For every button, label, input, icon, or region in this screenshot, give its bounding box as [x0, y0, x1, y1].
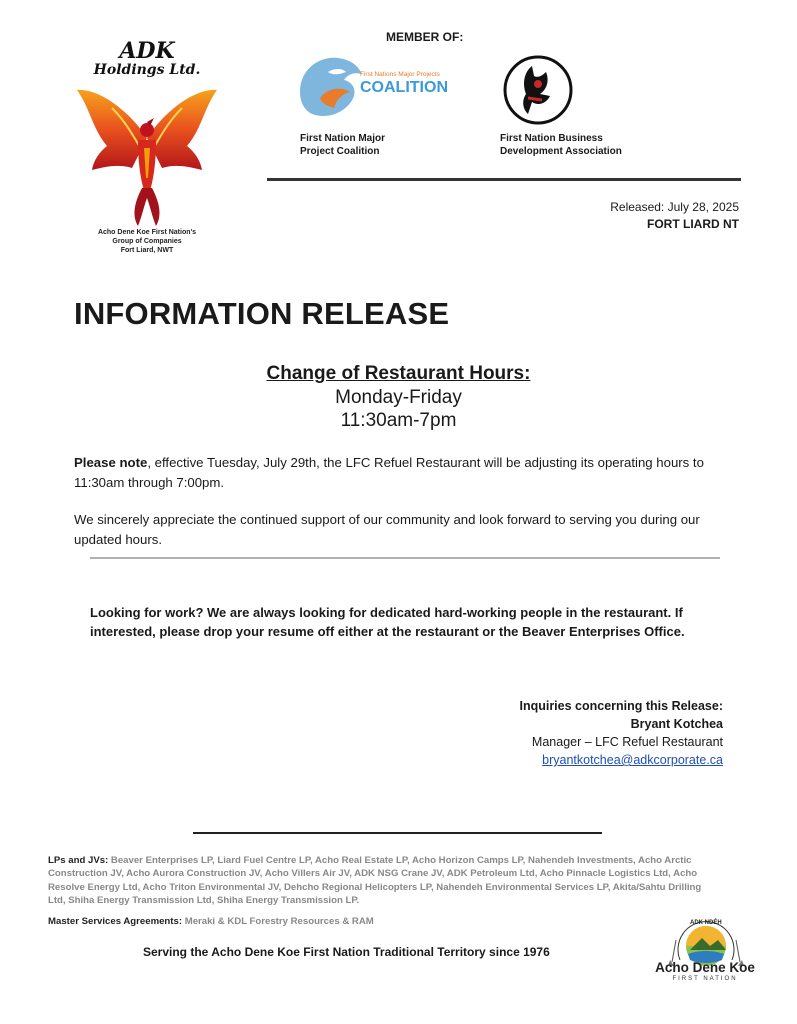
contact-email-link[interactable]: bryantkotchea@adkcorporate.ca: [542, 753, 723, 767]
logo-subtitle: Holdings Ltd.: [93, 62, 201, 78]
page-title: INFORMATION RELEASE: [74, 296, 450, 331]
logo-caption-line-3: Fort Liard, NWT: [120, 247, 174, 254]
notice-lead: Please note: [74, 455, 148, 470]
first-nation-wordmark: FIRST NATION: [672, 976, 738, 982]
hiring-paragraph: Looking for work? We are always looking for dedicated hard-working people in the restaurant. If interested, please drop your resume off either at the restaurant or the Beaver Enterprises Office.: [90, 605, 685, 639]
release-location: FORT LIARD NT: [647, 217, 739, 231]
adk-holdings-logo: [62, 36, 232, 266]
lps-jvs-label: LPs and JVs:: [48, 855, 109, 866]
business-association-name: [500, 132, 622, 158]
business-association-logo: [502, 54, 574, 126]
notice-hours: 11:30am-7pm: [340, 410, 457, 431]
lps-jvs-list: [48, 854, 708, 908]
coalition-badge-small-text: First Nations Major Projects: [360, 71, 440, 78]
coalition-name-line-2: Project Coalition: [300, 146, 380, 157]
msa-line: [48, 916, 374, 927]
coalition-logo: [298, 52, 448, 124]
header-divider: [267, 178, 741, 181]
notice-text: , effective Tuesday, July 29th, the LFC Refuel Restaurant will be adjusting its operating hours to 11:30am through 7:00pm.: [74, 455, 704, 490]
logo-title: ADK: [119, 38, 175, 64]
acho-dene-koe-wordmark: Acho Dene Koe: [655, 960, 755, 975]
contact-name: Bryant Kotchea: [630, 717, 723, 731]
coalition-badge-text: COALITION: [360, 79, 448, 96]
logo-caption-line-1: Acho Dene Koe First Nation's: [97, 229, 197, 236]
notice-days: Monday-Friday: [335, 387, 462, 408]
inquiries-title: Inquiries concerning this Release:: [519, 699, 723, 713]
coalition-name-line-1: First Nation Major: [300, 133, 386, 144]
member-of-label: MEMBER OF:: [386, 30, 464, 44]
footer-divider: [193, 832, 602, 834]
contact-role: Manager – LFC Refuel Restaurant: [531, 735, 723, 749]
serving-statement: Serving the Acho Dene Koe First Nation Traditional Territory since 1976: [143, 945, 550, 959]
logo-caption-line-2: Group of Companies: [112, 238, 182, 245]
lps-jvs-text: Beaver Enterprises LP, Liard Fuel Centre LP, Acho Real Estate LP, Acho Horizon Camps LP, Nahendeh Investments, Acho Arctic Construction JV, Acho Aurora Construction JV, Acho Villers Air JV, ADK NSG Crane JV, ADK Petroleum Ltd, Acho Pinnacle Logistics Ltd, Acho Resolve Energy Ltd, Acho Triton Environmental JV, Dehcho Regional Helicopters LP, Nahendeh Environmental Services LP, Akita/Sahtu Drilling Ltd, Shiha Energy Transmission Ltd, Shiha Energy Transmission LP.: [48, 855, 702, 907]
business-name-line-1: First Nation Business: [500, 133, 603, 144]
phoenix-icon: [72, 78, 222, 228]
appreciation-paragraph: We sincerely appreciate the continued support of our community and look forward to serving you during our updated hours.: [74, 512, 700, 547]
notice-title: Change of Restaurant Hours:: [266, 363, 531, 384]
section-divider: [90, 557, 720, 559]
business-name-line-2: Development Association: [500, 146, 622, 157]
msa-text: Meraki & KDL Forestry Resources & RAM: [182, 916, 374, 927]
release-date: Released: July 28, 2025: [610, 200, 739, 214]
acho-arc-text: ADK NDÉH: [690, 920, 722, 926]
msa-label: Master Services Agreements:: [48, 916, 183, 927]
notice-paragraph: [74, 453, 714, 493]
coalition-name: [300, 132, 385, 158]
